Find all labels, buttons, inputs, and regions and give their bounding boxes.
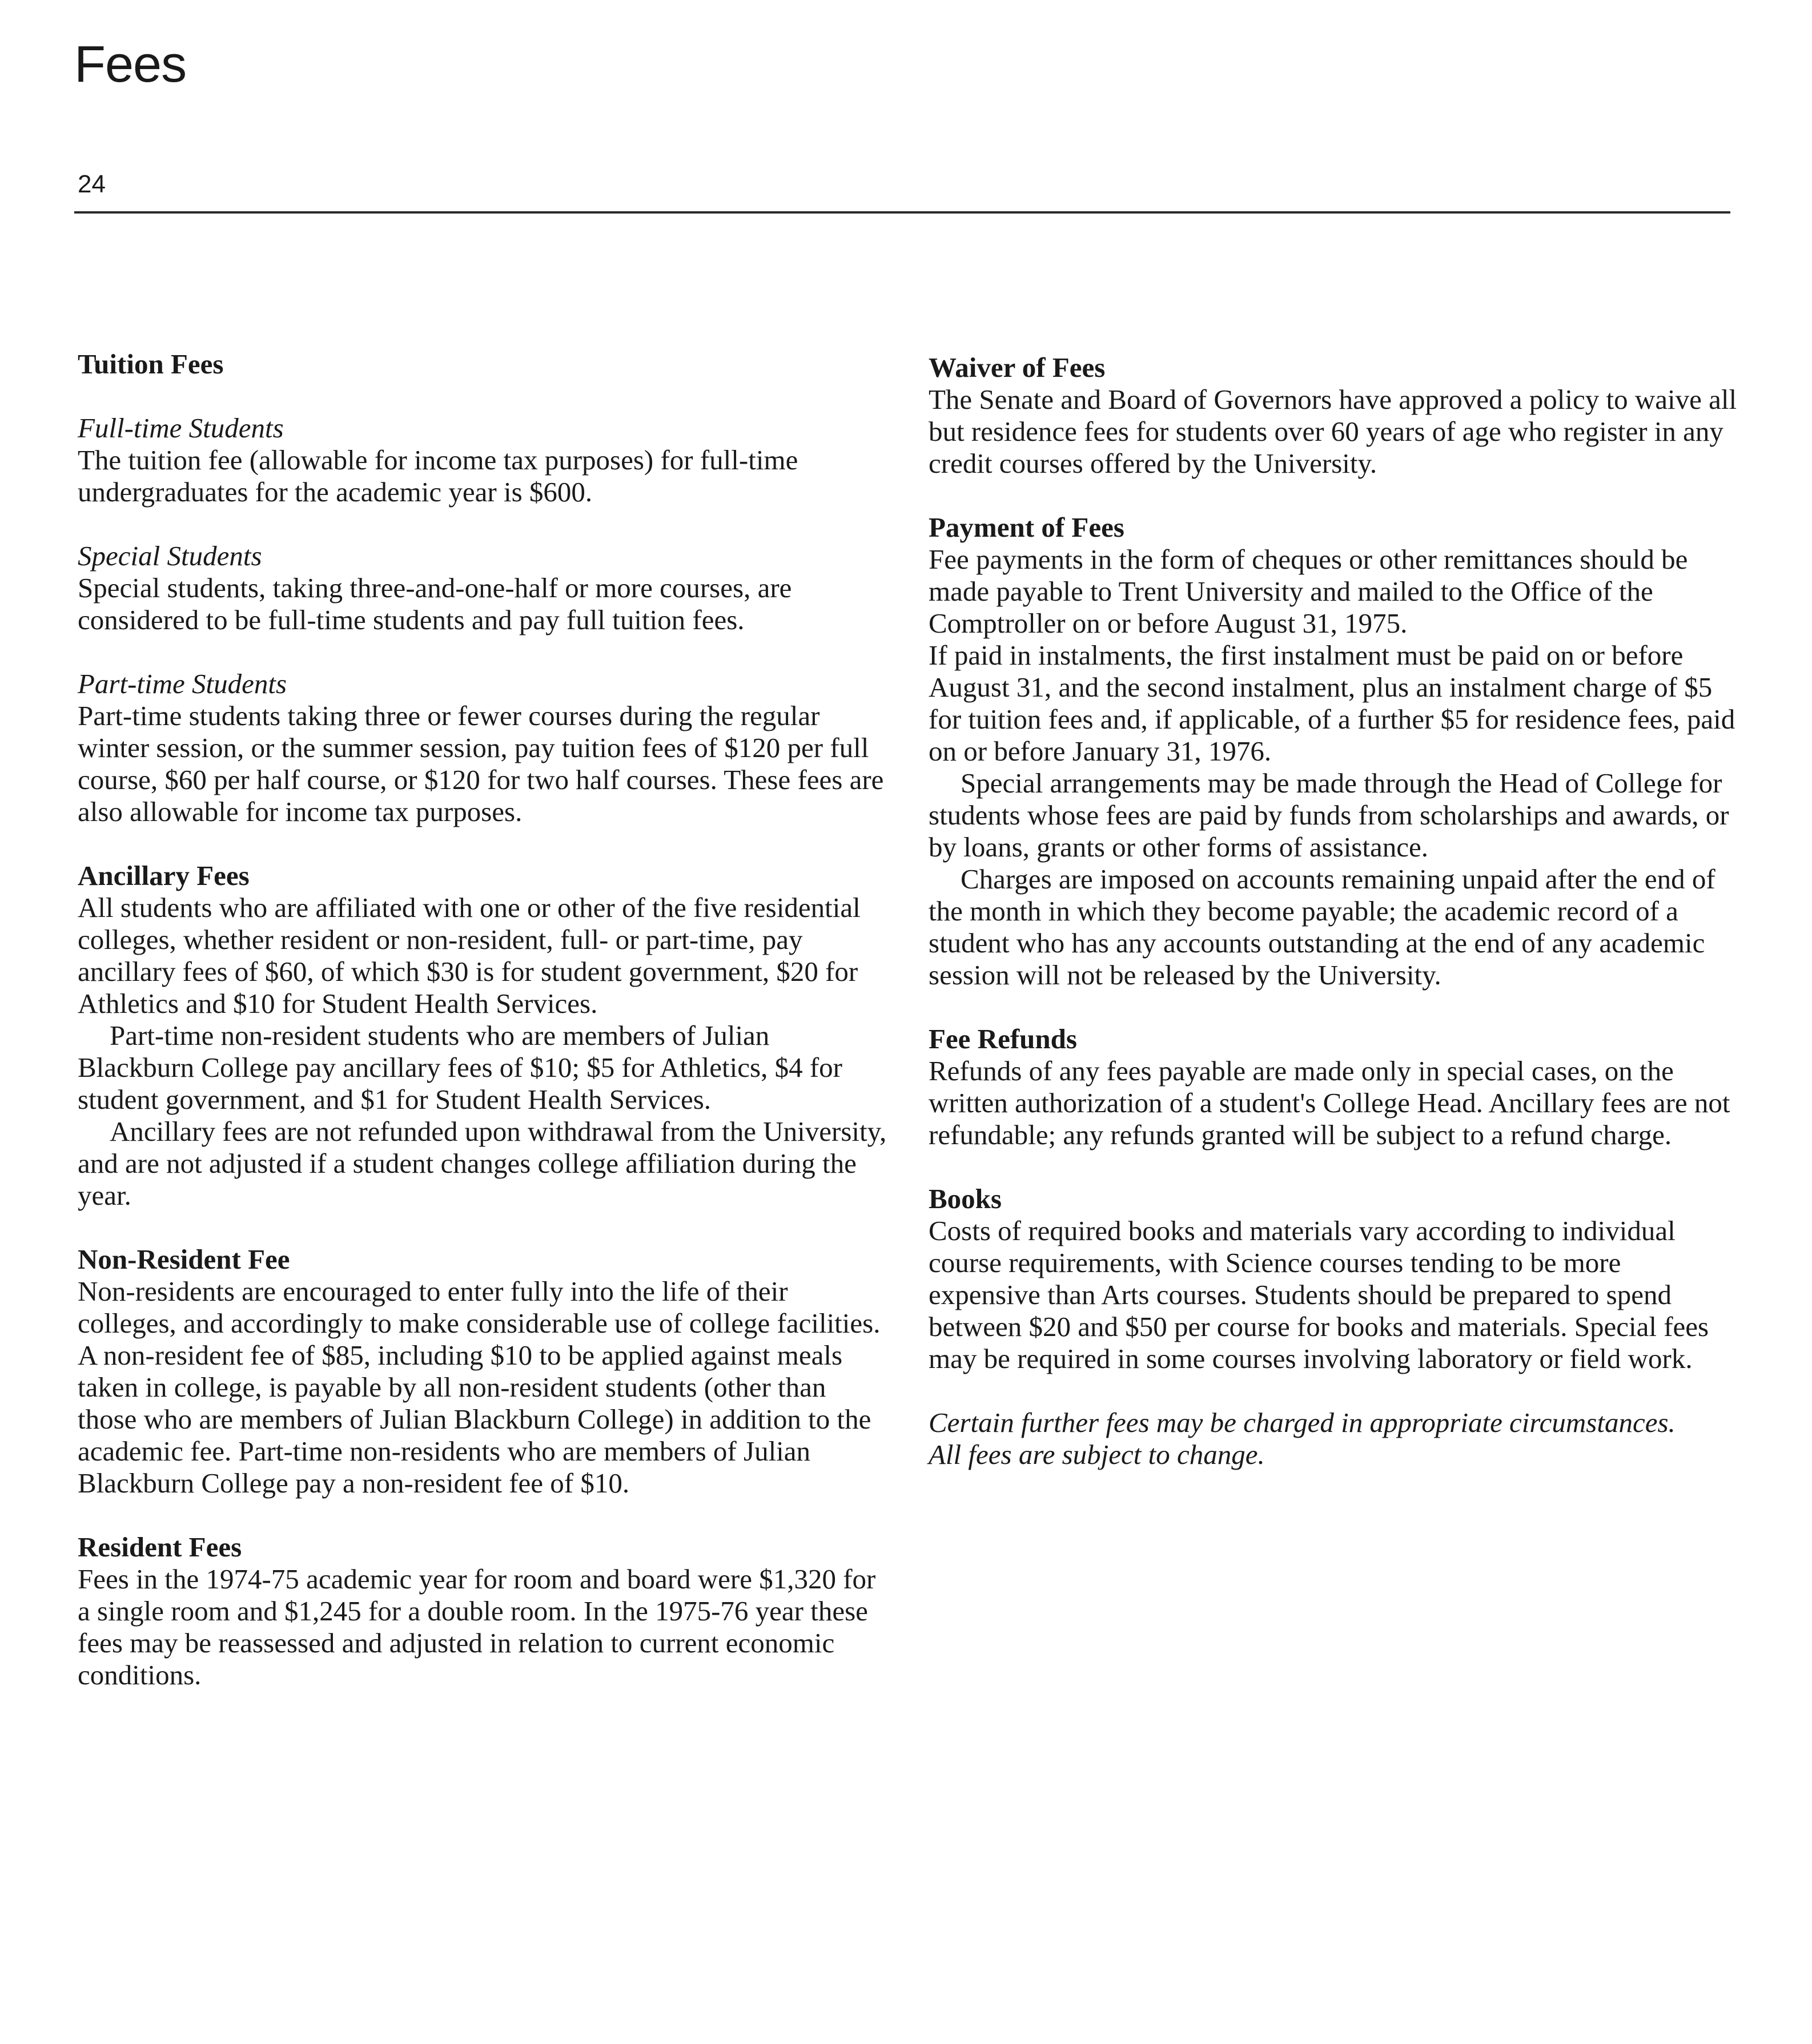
non-resident-fee-text: Non-residents are encouraged to enter fully into the life of their colleges, and accordingly to make considerable use of college facilities. A non-resident fee of $85, including $10 to be applied against meals taken in college, is payable by all non-resident students (other than those who are members of Julian Blackburn College) in addition to the academic fee. Part-time non-residents who are members of Julian Blackburn College pay a non-resident fee of $10. (78, 1276, 881, 1499)
fee-refunds-heading: Fee Refunds (929, 1023, 1077, 1055)
part-time-students-subheading: Part-time Students (78, 668, 287, 699)
payment-of-fees-paragraph-2: If paid in instalments, the first instalment must be paid on or before August 31, and the second instalment, plus an instalment charge of $5 for tuition fees and, if applicable, of a further $5 for residence fees, paid on or before January 31, 1976. (929, 639, 1735, 767)
books-heading: Books (929, 1183, 1002, 1214)
ancillary-fees-section (78, 860, 889, 1212)
tuition-fees-section (78, 348, 889, 828)
ancillary-fees-paragraph-1: All students who are affiliated with one or other of the five residential colleges, whether resident or non-resident, full- or part-time, pay ancillary fees of $60, of which $30 is for student government, $20 for Athletics and $10 for Student Health Services. (78, 892, 861, 1019)
special-students-subheading: Special Students (78, 540, 262, 572)
books-section (929, 1183, 1739, 1375)
waiver-of-fees-section (929, 352, 1739, 480)
ancillary-fees-paragraph-3: Ancillary fees are not refunded upon withdrawal from the University, and are not adjusted if a student changes college affiliation during the year. (78, 1116, 887, 1211)
header-rule (74, 211, 1730, 214)
resident-fees-section (78, 1531, 889, 1691)
payment-of-fees-paragraph-1: Fee payments in the form of cheques or other remittances should be made payable to Trent University and mailed to the Office of the Comptroller on or before August 31, 1975. (929, 544, 1688, 639)
payment-of-fees-heading: Payment of Fees (929, 512, 1124, 543)
special-students-text: Special students, taking three-and-one-half or more courses, are considered to be full-time students and pay full tuition fees. (78, 572, 792, 635)
non-resident-fee-section (78, 1244, 889, 1499)
non-resident-fee-heading: Non-Resident Fee (78, 1244, 290, 1275)
further-fees-note: Certain further fees may be charged in appropriate circumstances. (929, 1407, 1676, 1438)
ancillary-fees-heading: Ancillary Fees (78, 860, 250, 891)
fee-refunds-section (929, 1023, 1739, 1151)
part-time-students-block (78, 668, 889, 828)
page-title: Fees (74, 36, 187, 93)
left-column (78, 348, 889, 1723)
payment-of-fees-paragraph-3: Special arrangements may be made through the Head of College for students whose fees are paid by funds from scholarships and awards, or by loans, grants or other forms of assistance. (929, 767, 1729, 863)
payment-of-fees-section (929, 512, 1739, 991)
books-text: Costs of required books and materials vary according to individual course requirements, with Science courses tending to be more expensive than Arts courses. Students should be prepared to spend between $20 and $50 per course for books and materials. Special fees may be required in some courses involving laboratory or field work. (929, 1215, 1709, 1374)
full-time-students-block (78, 412, 889, 508)
part-time-students-text: Part-time students taking three or fewer courses during the regular winter session, or the summer session, pay tuition fees of $120 per full course, $60 per half course, or $120 for two half courses. These fees are also allowable for income tax purposes. (78, 700, 884, 827)
fee-refunds-text: Refunds of any fees payable are made only in special cases, on the written authorization of a student's College Head. Ancillary fees are not refundable; any refunds granted will be subject to a refund charge. (929, 1055, 1730, 1150)
page-number: 24 (78, 170, 106, 198)
right-column (929, 352, 1739, 1503)
special-students-block (78, 540, 889, 636)
resident-fees-heading: Resident Fees (78, 1531, 242, 1563)
full-time-students-subheading: Full-time Students (78, 412, 284, 444)
full-time-students-text: The tuition fee (allowable for income tax purposes) for full-time undergraduates for the academic year is $600. (78, 444, 798, 508)
waiver-of-fees-text: The Senate and Board of Governors have approved a policy to waive all but residence fees for students over 60 years of age who register in any credit courses offered by the University. (929, 384, 1737, 479)
waiver-of-fees-heading: Waiver of Fees (929, 352, 1106, 383)
ancillary-fees-paragraph-2: Part-time non-resident students who are members of Julian Blackburn College pay ancillary fees of $10; $5 for Athletics, $4 for student government, and $1 for Student Health Services. (78, 1020, 842, 1115)
tuition-fees-heading: Tuition Fees (78, 348, 224, 380)
payment-of-fees-paragraph-4: Charges are imposed on accounts remaining unpaid after the end of the month in which they become payable; the academic record of a student who has any accounts outstanding at the end of any academic session will not be released by the University. (929, 863, 1715, 991)
fees-subject-to-change-note: All fees are subject to change. (929, 1439, 1265, 1470)
fees-notes (929, 1407, 1739, 1471)
resident-fees-text: Fees in the 1974-75 academic year for room and board were $1,320 for a single room and $1,245 for a double room. In the 1975-76 year these fees may be reassessed and adjusted in relation to current economic conditions. (78, 1563, 876, 1691)
